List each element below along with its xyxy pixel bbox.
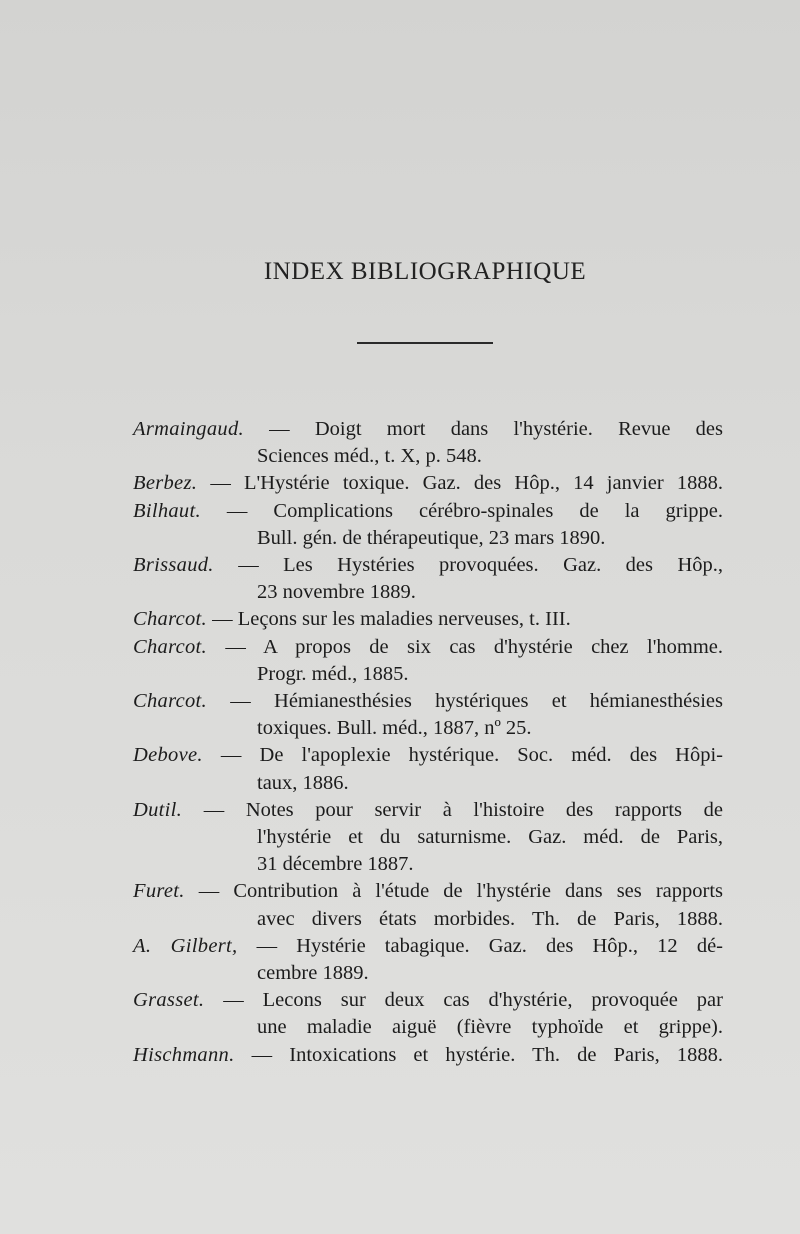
bibliography-entry (133, 552, 723, 606)
entry-text: Progr. méd., 1885. (257, 662, 409, 685)
entry-author: Furet. (133, 880, 185, 903)
entry-text: — Hystérie tabagique. Gaz. des Hôp., 12 dé- (256, 934, 723, 957)
entry-author: Hischmann. (133, 1043, 235, 1066)
bibliography-entry (133, 498, 723, 552)
entry-author: Brissaud. (133, 554, 214, 577)
entry-text: — A propos de six cas d'hystérie chez l'homme. (225, 635, 723, 658)
entry-author: A. Gilbert, (133, 934, 238, 957)
entry-text: — Notes pour servir à l'histoire des rapports de (203, 798, 723, 821)
bibliography-entry (133, 634, 723, 688)
bibliography-entry (133, 606, 723, 633)
entry-text: — Contribution à l'étude de l'hystérie dans ses rapports (198, 880, 723, 903)
entry-text: cembre 1889. (257, 962, 369, 985)
entry-text: toxiques. Bull. méd., 1887, nº 25. (257, 717, 532, 740)
entry-author: Charcot. (133, 608, 207, 631)
entry-author: Dutil. (133, 798, 183, 821)
entry-author: Charcot. (133, 635, 207, 658)
bibliography-entry (133, 933, 723, 987)
entry-text: taux, 1886. (257, 771, 349, 794)
entry-text: Bull. gén. de thérapeutique, 23 mars 1890. (257, 526, 606, 549)
entry-text: — L'Hystérie toxique. Gaz. des Hôp., 14 janvier 1888. (210, 472, 724, 495)
entry-text: — Hémianesthésies hystériques et hémianesthésies (230, 690, 724, 713)
entry-text: — Lecons sur deux cas d'hystérie, provoquée par (223, 989, 723, 1012)
entry-author: Grasset. (133, 989, 205, 1012)
bibliography-entry (133, 797, 723, 879)
bibliography-entry (133, 470, 723, 497)
entry-text: — Intoxications et hystérie. Th. de Paris, 1888. (251, 1043, 723, 1066)
entry-text: Sciences méd., t. X, p. 548. (257, 445, 482, 468)
entry-text: avec divers états morbides. Th. de Paris, 1888. (257, 907, 723, 930)
bibliography-entry (133, 878, 723, 932)
entry-text: 31 décembre 1887. (257, 853, 414, 876)
entry-text: — Complications cérébro-spinales de la grippe. (226, 499, 723, 522)
page-title: INDEX BIBLIOGRAPHIQUE (263, 258, 587, 285)
bibliography-entry (133, 688, 723, 742)
bibliography-entry (133, 987, 723, 1041)
entry-text: l'hystérie et du saturnisme. Gaz. méd. de Paris, (257, 826, 723, 849)
entry-text: une maladie aiguë (fièvre typhoïde et grippe). (257, 1016, 723, 1039)
title-divider (357, 342, 493, 344)
entry-text: — Doigt mort dans l'hystérie. Revue des (269, 418, 723, 440)
entry-author: Armaingaud. (133, 418, 244, 440)
entry-author: Debove. (133, 744, 203, 767)
bibliography-entry (133, 416, 723, 470)
bibliography-list (133, 416, 723, 1069)
entry-text: — Les Hystéries provoquées. Gaz. des Hôp., (238, 554, 723, 577)
entry-author: Bilhaut. (133, 499, 201, 522)
entry-text: — Leçons sur les maladies nerveuses, t. III. (212, 608, 571, 631)
entry-text: — De l'apoplexie hystérique. Soc. méd. des Hôpi- (220, 744, 723, 767)
bibliography-entry (133, 742, 723, 796)
entry-author: Berbez. (133, 472, 198, 495)
entry-author: Charcot. (133, 690, 207, 713)
bibliography-entry (133, 1042, 723, 1069)
entry-text: 23 novembre 1889. (257, 581, 416, 604)
